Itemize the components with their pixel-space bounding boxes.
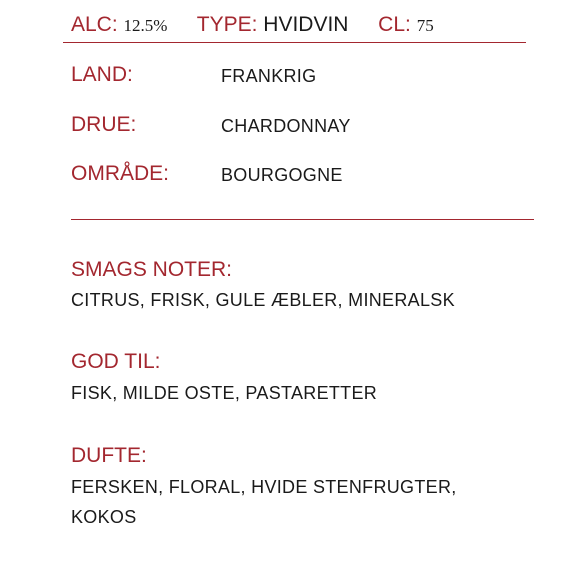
pairing-title: GOD TIL: (71, 350, 161, 373)
cl-label: CL: (378, 13, 411, 36)
alc-value: 12.5% (123, 16, 168, 35)
type-label: TYPE: (196, 13, 258, 36)
top-divider (63, 42, 526, 43)
type-value: HVIDVIN (263, 13, 349, 36)
omraade-value: BOURGOGNE (221, 165, 343, 185)
omraade-label: OMRÅDE: (71, 162, 170, 185)
land-label: LAND: (71, 63, 133, 86)
tasting-notes-text: CITRUS, FRISK, GULE ÆBLER, MINERALSK (71, 290, 455, 310)
aromas-text: FERSKEN, FLORAL, HVIDE STENFRUGTER, KOKOS (71, 477, 457, 527)
land-value: FRANKRIG (221, 66, 317, 86)
drue-value: CHARDONNAY (221, 116, 351, 136)
pairing-text: FISK, MILDE OSTE, PASTARETTER (71, 383, 378, 403)
cl-value: 75 (416, 16, 434, 35)
wine-header (71, 12, 434, 39)
tasting-notes-title: SMAGS NOTER: (71, 258, 233, 281)
alc-label: ALC: (71, 13, 118, 36)
aromas-title: DUFTE: (71, 444, 147, 467)
drue-label: DRUE: (71, 113, 137, 136)
middle-divider (71, 219, 534, 220)
